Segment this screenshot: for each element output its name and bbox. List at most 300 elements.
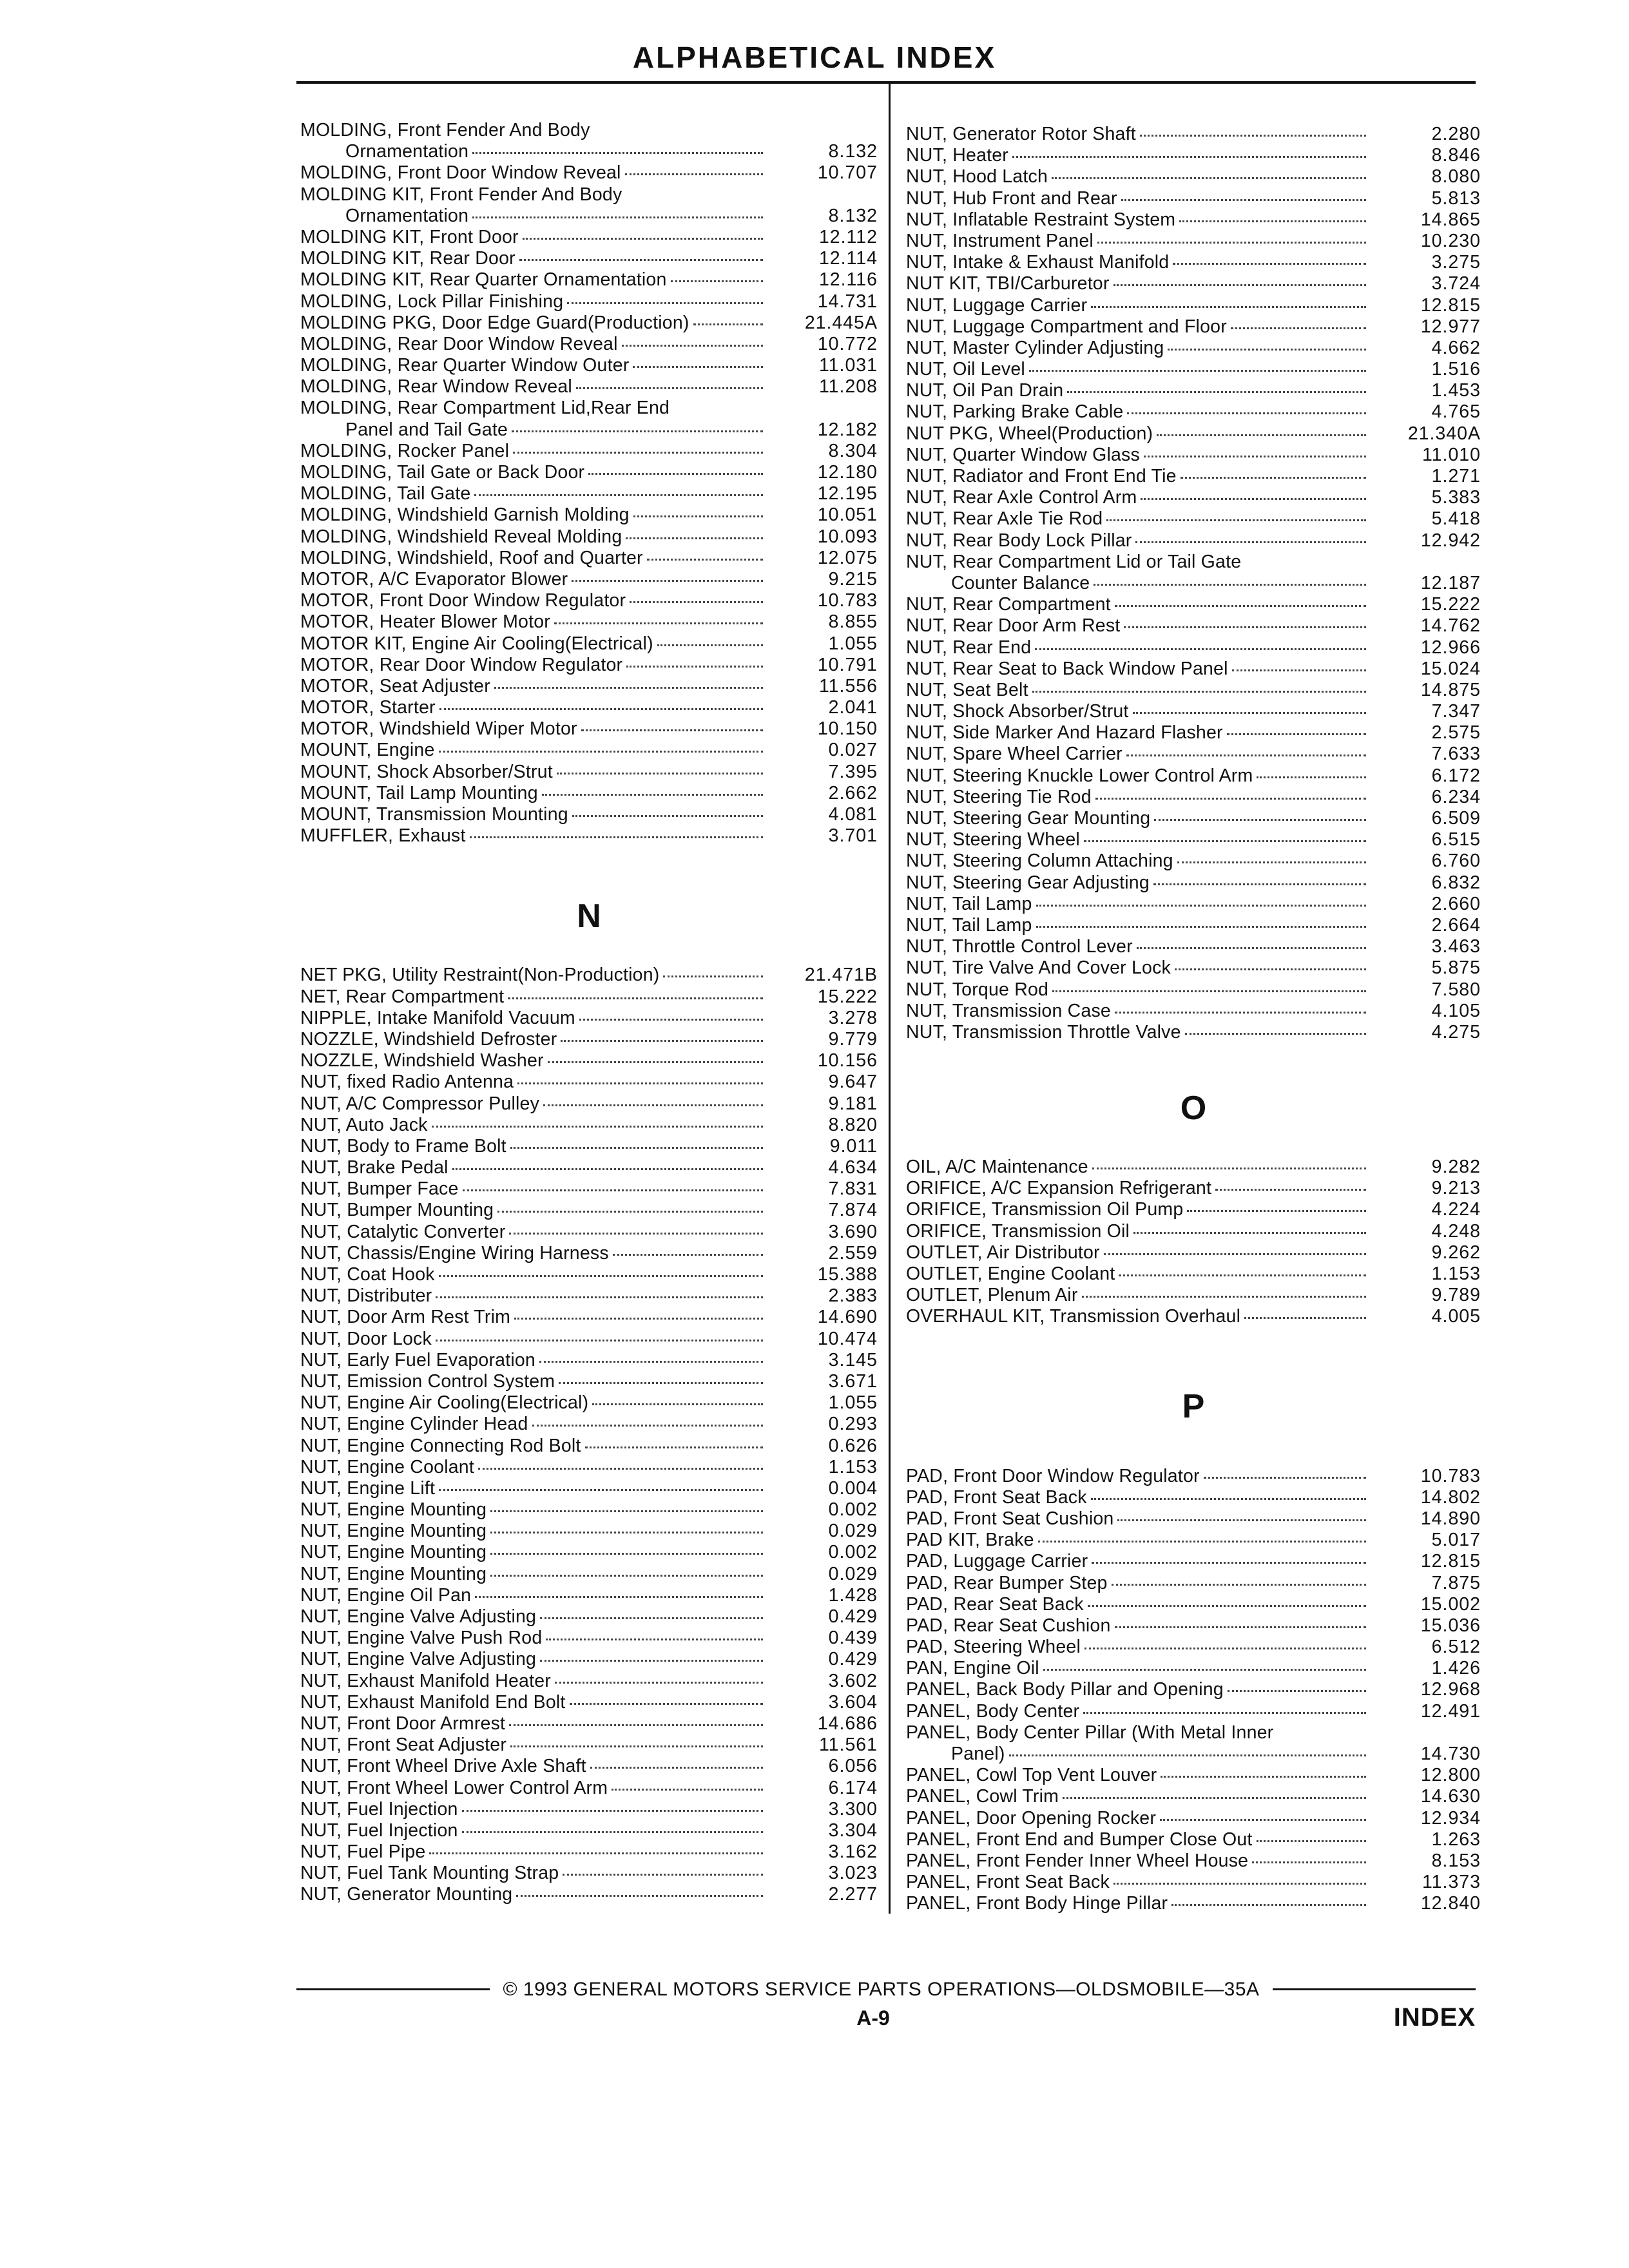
index-entry-name-cell — [906, 637, 1370, 658]
dot-leader — [588, 473, 763, 475]
dot-leader — [462, 1831, 763, 1833]
index-entry-name: NUT, Engine Connecting Rod Bolt — [300, 1435, 581, 1456]
index-entry — [300, 1072, 878, 1093]
index-entry — [300, 1285, 878, 1307]
index-entry-number: 8.855 — [828, 611, 878, 633]
index-entry-name-cell — [906, 401, 1370, 423]
dot-leader — [625, 173, 763, 175]
index-entry — [300, 1478, 878, 1499]
dot-leader — [559, 1382, 763, 1384]
index-entry-name: NUT, Fuel Injection — [300, 1798, 458, 1820]
index-entry-name-cell — [906, 252, 1370, 273]
index-entry — [906, 1872, 1481, 1893]
index-entry-number: 4.634 — [828, 1157, 878, 1178]
index-entry-number: 0.429 — [828, 1606, 878, 1627]
dot-leader — [1175, 968, 1366, 970]
index-entry — [300, 398, 878, 419]
index-entry-number: 1.428 — [828, 1584, 878, 1606]
index-entry-name-cell — [300, 1200, 767, 1221]
index-entry-name: NUT, Luggage Carrier — [906, 294, 1088, 316]
footer-rule-left — [296, 1988, 490, 1990]
index-entry — [300, 505, 878, 526]
index-entry — [300, 1692, 878, 1713]
index-entry — [906, 295, 1481, 316]
dot-leader — [1043, 1669, 1366, 1671]
dot-leader — [1257, 776, 1366, 778]
index-entry — [300, 655, 878, 676]
index-entry-name: NUT, Hood Latch — [906, 166, 1048, 187]
index-entry-name-cell — [906, 1573, 1370, 1594]
index-entry-number: 10.474 — [817, 1328, 878, 1349]
index-entry-name-cell — [300, 1136, 767, 1157]
dot-leader — [472, 216, 763, 218]
index-entry — [300, 1329, 878, 1350]
index-entry — [906, 722, 1481, 744]
index-entry-name-cell — [300, 1329, 767, 1350]
index-entry-name: PAD, Front Door Window Regulator — [906, 1465, 1200, 1486]
index-entry — [300, 783, 878, 804]
index-entry-number: 14.731 — [817, 291, 878, 312]
index-entry-number: 5.017 — [1431, 1530, 1481, 1551]
dot-leader — [1091, 306, 1366, 308]
section-letter-n — [300, 847, 878, 965]
dot-leader — [497, 1211, 763, 1213]
index-entry-number: 12.800 — [1420, 1765, 1481, 1786]
dot-leader — [463, 1189, 763, 1191]
index-entry-name-cell — [300, 569, 767, 590]
index-entry — [906, 850, 1481, 872]
index-entry-name: NUT, Quarter Window Glass — [906, 444, 1140, 465]
dot-leader — [474, 494, 763, 496]
dot-leader — [572, 815, 763, 817]
index-entry-name: MOTOR, A/C Evaporator Blower — [300, 568, 568, 590]
index-entry-number: 2.664 — [1431, 914, 1481, 936]
index-entry — [906, 787, 1481, 808]
index-entry-number: 11.010 — [1422, 444, 1481, 465]
index-entry-name: MOLDING, Rear Compartment Lid,Rear End — [300, 398, 670, 419]
dot-leader — [439, 1489, 763, 1491]
index-entry — [906, 872, 1481, 894]
index-entry — [300, 1008, 878, 1029]
dot-leader — [1088, 1605, 1366, 1607]
dot-leader — [1082, 1296, 1366, 1298]
index-entry-name: MOLDING, Rocker Panel — [300, 440, 510, 461]
dot-leader — [1171, 1904, 1366, 1906]
index-entry — [300, 569, 878, 590]
index-entry-name: NUT, Luggage Compartment and Floor — [906, 316, 1227, 337]
index-entry-name-cell — [906, 615, 1370, 637]
index-entry-number: 12.195 — [817, 483, 878, 505]
dot-leader — [1119, 1274, 1366, 1276]
index-entry-name: NUT, Engine Valve Adjusting — [300, 1649, 537, 1670]
index-entry-number: 10.783 — [817, 590, 878, 611]
index-entry-number: 12.182 — [817, 419, 878, 440]
index-entry-name-cell — [906, 1306, 1370, 1327]
index-entry-name: NUT, Emission Control System — [300, 1370, 555, 1392]
index-entry-number: 7.395 — [828, 761, 878, 782]
index-entry-name-cell — [906, 466, 1370, 487]
index-entry — [300, 1756, 878, 1777]
index-entry-name-cell — [906, 1637, 1370, 1658]
index-entry-name-cell — [300, 1178, 767, 1200]
index-entry — [300, 676, 878, 697]
index-entry — [300, 633, 878, 655]
dot-leader — [517, 1082, 763, 1084]
index-entry — [906, 658, 1481, 680]
index-entry-number: 6.174 — [828, 1777, 878, 1798]
index-entry-name: NUT, Door Lock — [300, 1328, 432, 1349]
index-entry-name-cell — [906, 1001, 1370, 1022]
dot-leader — [510, 1147, 763, 1149]
index-entry-number: 7.831 — [828, 1178, 878, 1200]
index-entry-name-cell — [300, 1649, 767, 1670]
index-entry-name-cell — [300, 986, 767, 1008]
index-entry-number: 15.388 — [817, 1264, 878, 1285]
index-entry-name: MOLDING, Tail Gate or Back Door — [300, 462, 585, 483]
index-entry — [906, 423, 1481, 445]
index-entry-number: 9.789 — [1431, 1285, 1481, 1306]
dot-leader — [633, 366, 763, 368]
index-entry — [906, 252, 1481, 273]
index-entry-name: MOTOR, Windshield Wiper Motor — [300, 718, 577, 740]
dot-leader — [1063, 1797, 1366, 1799]
index-entry — [906, 188, 1481, 209]
index-entry-name: ORIFICE, A/C Expansion Refrigerant — [906, 1178, 1212, 1199]
index-entry-name-cell — [300, 1392, 767, 1414]
dot-leader — [513, 452, 763, 454]
index-entry-name-cell — [300, 1692, 767, 1713]
index-entry-name-cell — [300, 505, 767, 526]
index-entry-name-cell — [906, 209, 1370, 231]
index-entry-name-cell — [906, 1242, 1370, 1264]
index-entry — [906, 744, 1481, 765]
index-entry — [300, 1863, 878, 1884]
dot-leader — [579, 1019, 763, 1021]
index-entry — [906, 1022, 1481, 1043]
dot-leader — [439, 751, 763, 753]
index-entry — [906, 487, 1481, 508]
dot-leader — [432, 1126, 763, 1128]
dot-leader — [1227, 733, 1366, 735]
index-entry-name-cell — [300, 1521, 767, 1542]
index-entry-name: MOTOR KIT, Engine Air Cooling(Electrical) — [300, 633, 653, 654]
index-entry-number: 12.966 — [1420, 637, 1481, 658]
index-entry-number: 0.029 — [828, 1521, 878, 1542]
index-entry — [906, 1637, 1481, 1658]
index-entry-name-cell — [300, 206, 767, 227]
index-entry-name-cell — [906, 295, 1370, 316]
index-entry-name-cell — [300, 1029, 767, 1050]
index-entry-name-cell — [906, 850, 1370, 872]
dot-leader — [542, 794, 763, 796]
dot-leader — [1112, 1584, 1366, 1586]
index-entry-number: 4.662 — [1431, 337, 1481, 358]
index-entry-number: 2.660 — [1431, 893, 1481, 914]
index-entry-name: NUT, Instrument Panel — [906, 230, 1094, 251]
index-entry-name-cell — [300, 1884, 767, 1905]
index-entry — [906, 1001, 1481, 1022]
index-entry-name: Panel and Tail Gate — [345, 419, 508, 440]
n-entry-list-continued — [906, 124, 1481, 1043]
dot-leader — [472, 152, 763, 154]
section-letter-n-text: N — [577, 898, 601, 936]
dot-leader — [516, 1895, 763, 1897]
index-entry-name-cell — [906, 957, 1370, 979]
index-entry-name: NUT, Engine Mounting — [300, 1563, 487, 1584]
dot-leader — [436, 1340, 763, 1341]
index-entry-name: NUT, Rear Body Lock Pillar — [906, 530, 1132, 551]
index-entry-number: 5.418 — [1431, 508, 1481, 530]
index-entry-name: MOLDING, Rear Window Reveal — [300, 376, 572, 398]
index-entry — [300, 312, 878, 334]
index-entry-name: NUT, Front Wheel Drive Axle Shaft — [300, 1756, 586, 1777]
dot-leader — [1173, 263, 1366, 265]
index-entry-name-cell — [300, 1671, 767, 1692]
index-entry-continuation — [300, 419, 878, 441]
dot-leader — [1038, 1541, 1366, 1542]
index-entry-number: 1.263 — [1431, 1829, 1481, 1850]
index-entry-name-cell — [906, 380, 1370, 401]
index-entry — [300, 1222, 878, 1243]
index-entry — [300, 697, 878, 718]
index-entry — [906, 1551, 1481, 1572]
index-entry-name-cell — [300, 141, 767, 162]
index-entry-number: 12.934 — [1420, 1807, 1481, 1829]
index-entry — [906, 957, 1481, 979]
index-entry — [906, 273, 1481, 294]
index-entry-name-cell — [906, 1594, 1370, 1615]
index-entry-name: PAD, Front Seat Cushion — [906, 1508, 1114, 1529]
dot-leader — [1231, 327, 1366, 329]
index-entry-number: 14.875 — [1420, 679, 1481, 700]
index-entry — [906, 765, 1481, 787]
index-entry-name: Panel) — [951, 1744, 1005, 1764]
dot-leader — [572, 580, 763, 582]
right-index-column — [906, 124, 1481, 1915]
index-entry-name: NUT, Engine Mounting — [300, 1521, 487, 1542]
dot-leader — [663, 975, 763, 977]
index-entry-number: 12.180 — [817, 462, 878, 483]
index-entry-number: 2.280 — [1431, 124, 1481, 144]
index-entry-name: NUT, Rear End — [906, 637, 1032, 658]
index-entry-name-cell — [906, 423, 1370, 445]
index-entry-name: NUT, Steering Knuckle Lower Control Arm — [906, 765, 1253, 786]
dot-leader — [1187, 1210, 1366, 1212]
dot-leader — [633, 515, 763, 517]
dot-leader — [590, 1767, 763, 1769]
index-entry — [300, 120, 878, 141]
index-entry-number: 6.172 — [1431, 765, 1481, 786]
index-entry-name-cell — [906, 316, 1370, 338]
index-entry — [300, 1799, 878, 1820]
dot-leader — [1113, 1883, 1366, 1885]
dot-leader — [1153, 883, 1366, 885]
index-entry-name: NUT, Throttle Control Lever — [906, 936, 1133, 957]
copyright-notice: © 1993 GENERAL MOTORS SERVICE PARTS OPERATIONS—OLDSMOBILE—35A — [503, 1979, 1260, 2000]
index-entry-name: OUTLET, Engine Coolant — [906, 1264, 1115, 1284]
index-entry — [300, 1713, 878, 1735]
index-entry-number: 10.093 — [817, 526, 878, 547]
index-entry-name-cell — [906, 1786, 1370, 1807]
dot-leader — [1185, 1033, 1366, 1035]
section-letter-o — [906, 1043, 1481, 1157]
index-entry — [906, 145, 1481, 166]
index-entry-name: MOLDING, Windshield, Roof and Quarter — [300, 547, 643, 568]
dot-leader — [1117, 1519, 1366, 1521]
dot-leader — [581, 729, 763, 731]
index-entry-name: MOLDING, Front Fender And Body — [300, 120, 590, 140]
index-entry-name: NUT, Early Fuel Evaporation — [300, 1349, 535, 1370]
index-entry-name: NUT, Master Cylinder Adjusting — [906, 337, 1164, 358]
index-entry-name: MOUNT, Engine — [300, 740, 435, 761]
dot-leader — [490, 1575, 763, 1577]
index-entry-name-cell — [300, 1478, 767, 1499]
index-entry-name-cell — [300, 1499, 767, 1521]
index-entry-number: 2.662 — [828, 782, 878, 803]
index-entry-number: 9.647 — [828, 1072, 878, 1093]
index-entry-name: NET, Rear Compartment — [300, 986, 505, 1007]
dot-leader — [626, 666, 763, 668]
dot-leader — [439, 1275, 763, 1277]
index-entry-name: PANEL, Cowl Trim — [906, 1786, 1059, 1807]
index-entry — [300, 1841, 878, 1863]
index-entry-number: 1.516 — [1431, 359, 1481, 380]
index-entry-number: 7.875 — [1431, 1572, 1481, 1593]
index-entry-number: 8.820 — [828, 1114, 878, 1135]
index-entry-name-cell — [300, 676, 767, 697]
index-entry — [300, 1093, 878, 1115]
index-entry — [300, 1649, 878, 1670]
index-entry-name-cell — [906, 231, 1370, 252]
dot-leader — [1084, 840, 1366, 842]
index-entry-name-cell — [300, 1585, 767, 1606]
index-entry-number: 9.282 — [1431, 1157, 1481, 1178]
index-entry-name: MOLDING, Lock Pillar Finishing — [300, 291, 564, 312]
index-entry-name: NUT, Auto Jack — [300, 1114, 428, 1135]
index-entry — [300, 986, 878, 1008]
dot-leader — [1252, 1861, 1366, 1863]
index-entry-name: PAD, Rear Seat Cushion — [906, 1615, 1111, 1636]
index-entry-name-cell — [300, 590, 767, 611]
index-entry-number: 12.942 — [1420, 530, 1481, 551]
dot-leader — [543, 1104, 763, 1106]
dot-leader — [490, 1532, 763, 1533]
index-entry-name: PAD, Rear Bumper Step — [906, 1572, 1108, 1593]
index-entry — [300, 1029, 878, 1050]
dot-leader — [510, 1745, 763, 1747]
index-entry-name-cell — [906, 1551, 1370, 1572]
index-entry-continuation — [300, 141, 878, 162]
index-entry-name: PAN, Engine Oil — [906, 1658, 1039, 1679]
index-entry-number: 4.081 — [828, 804, 878, 825]
index-entry-name: MOLDING, Windshield Reveal Molding — [300, 526, 622, 547]
index-entry-name: NUT, Seat Belt — [906, 679, 1028, 700]
index-entry-name: OVERHAUL KIT, Transmission Overhaul — [906, 1306, 1241, 1327]
index-entry-name-cell — [300, 526, 767, 548]
index-entry — [906, 1285, 1481, 1306]
dot-leader — [1179, 220, 1366, 222]
index-entry — [906, 1786, 1481, 1807]
index-entry — [906, 979, 1481, 1001]
index-entry-name: OUTLET, Plenum Air — [906, 1285, 1078, 1306]
index-entry-name: PAD, Steering Wheel — [906, 1637, 1081, 1658]
index-entry-number: 6.515 — [1431, 829, 1481, 850]
index-entry-name-cell — [300, 1115, 767, 1136]
index-entry-name: MOLDING, Rear Door Window Reveal — [300, 333, 618, 354]
index-entry-name-cell — [906, 188, 1370, 209]
index-entry-name: MOLDING PKG, Door Edge Guard(Production) — [300, 312, 689, 333]
index-entry — [906, 166, 1481, 187]
index-entry — [300, 762, 878, 783]
index-entry-number: 21.445A — [804, 312, 878, 333]
index-entry-number: 0.439 — [828, 1628, 878, 1649]
index-entry-name-cell — [300, 1542, 767, 1563]
index-entry-number: 11.031 — [818, 355, 878, 376]
dot-leader — [1133, 1232, 1366, 1234]
index-entry-name: NUT, Tail Lamp — [906, 914, 1032, 936]
index-entry — [906, 530, 1481, 552]
index-entry-name: NUT, Rear Axle Control Arm — [906, 487, 1137, 508]
index-entry-number: 9.181 — [828, 1093, 878, 1114]
index-entry-name-cell — [906, 145, 1370, 166]
index-entry-name: NUT, Rear Seat to Back Window Panel — [906, 658, 1228, 679]
index-entry-name: NUT, Engine Valve Push Rod — [300, 1628, 543, 1649]
index-entry — [300, 1115, 878, 1136]
index-entry-number: 3.023 — [828, 1863, 878, 1884]
index-entry-name-cell — [906, 1530, 1370, 1551]
index-entry-name-cell — [906, 1872, 1370, 1893]
index-entry-name: MOUNT, Transmission Mounting — [300, 804, 568, 825]
dot-leader — [436, 1296, 763, 1298]
index-entry — [300, 718, 878, 740]
dot-leader — [1144, 456, 1366, 457]
dot-leader — [1035, 648, 1366, 650]
index-entry-name: NUT, Body to Frame Bolt — [300, 1135, 506, 1157]
index-entry-name-cell — [300, 441, 767, 462]
index-entry-name-cell — [906, 1178, 1370, 1199]
index-entry-name: NUT, Engine Air Cooling(Electrical) — [300, 1392, 589, 1414]
dot-leader — [622, 345, 763, 347]
index-entry — [906, 316, 1481, 338]
index-entry-name-cell — [906, 1199, 1370, 1220]
index-entry-name: NUT, Coat Hook — [300, 1264, 435, 1285]
index-entry — [906, 915, 1481, 936]
index-entry — [300, 227, 878, 248]
index-entry-name: NUT, Tire Valve And Cover Lock — [906, 957, 1171, 979]
index-entry-name: NUT, Fuel Tank Mounting Strap — [300, 1863, 559, 1884]
index-entry — [906, 1157, 1481, 1178]
index-entry — [300, 1585, 878, 1606]
index-entry-name: NUT, Fuel Pipe — [300, 1841, 426, 1863]
index-entry — [906, 1615, 1481, 1637]
index-entry-number: 8.132 — [828, 141, 878, 162]
index-entry-name-cell — [906, 1221, 1370, 1242]
index-entry — [906, 231, 1481, 252]
index-entry — [906, 1765, 1481, 1786]
index-entry — [906, 1722, 1481, 1744]
index-entry-number: 1.153 — [1431, 1264, 1481, 1284]
dot-leader — [514, 1318, 763, 1320]
index-entry-name: NUT, Rear Axle Tie Rod — [906, 508, 1103, 530]
index-entry-name-cell — [300, 762, 767, 783]
dot-leader — [1141, 498, 1366, 500]
index-entry-name: NUT, Tail Lamp — [906, 893, 1032, 914]
index-entry — [300, 804, 878, 825]
dot-leader — [1115, 1626, 1366, 1628]
index-entry-name: MOTOR, Starter — [300, 697, 436, 718]
index-entry-name: MOTOR, Rear Door Window Regulator — [300, 654, 623, 675]
index-entry-number: 10.707 — [817, 162, 878, 184]
